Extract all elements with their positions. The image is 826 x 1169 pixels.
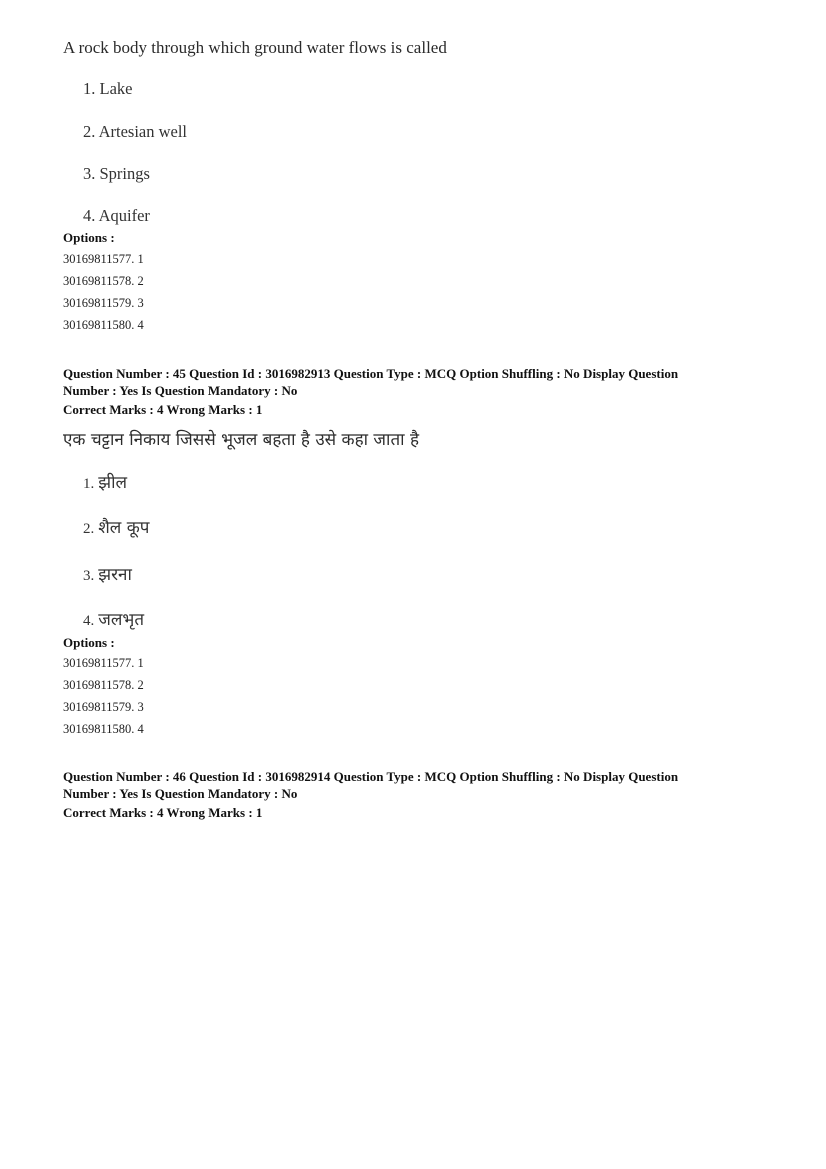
q45-marks: Correct Marks : 4 Wrong Marks : 1 bbox=[63, 402, 263, 417]
q45-choice-1 bbox=[83, 470, 127, 493]
q46-marks: Correct Marks : 4 Wrong Marks : 1 bbox=[63, 805, 263, 820]
q45-choice-1-number: 1. bbox=[83, 476, 95, 492]
q45-option-id-3: 30169811579. 3 bbox=[63, 700, 144, 714]
q45-block bbox=[63, 365, 763, 740]
q46-meta bbox=[63, 768, 768, 821]
q44-option-id-2: 30169811578. 2 bbox=[63, 274, 144, 288]
q44-choice-3: 3. Springs bbox=[83, 164, 150, 183]
q44-option-id-4: 30169811580. 4 bbox=[63, 318, 144, 332]
q46-block bbox=[63, 768, 763, 828]
q44-option-id-3: 30169811579. 3 bbox=[63, 296, 144, 310]
q45-options-label: Options : bbox=[63, 635, 115, 650]
q45-meta bbox=[63, 365, 768, 418]
q45-choice-2 bbox=[83, 515, 149, 538]
q44-options-label: Options : bbox=[63, 230, 115, 245]
q46-meta-line-1: Question Number : 46 Question Id : 3016982914 Question Type : MCQ Option Shuffling : No Display Question bbox=[63, 769, 679, 784]
q45-question-text: एक चट्टान निकाय जिससे भूजल बहता है उसे कहा जाता है bbox=[63, 430, 419, 450]
q44-choice-1: 1. Lake bbox=[83, 79, 133, 98]
q44-question-text: A rock body through which ground water flows is called bbox=[63, 38, 447, 57]
q45-choice-1-text: झील bbox=[98, 473, 128, 493]
q44-choice-2: 2. Artesian well bbox=[83, 122, 188, 141]
q45-option-id-4: 30169811580. 4 bbox=[63, 722, 144, 736]
q45-meta-line-1: Question Number : 45 Question Id : 3016982913 Question Type : MCQ Option Shuffling : No Display Question bbox=[63, 366, 679, 381]
q44-block bbox=[63, 38, 763, 338]
q44-choice-4: 4. Aquifer bbox=[83, 206, 150, 225]
q45-choice-3-text: झरना bbox=[98, 565, 132, 585]
q45-choice-4 bbox=[83, 607, 144, 630]
q44-option-id-1: 30169811577. 1 bbox=[63, 252, 144, 266]
q45-meta-line-2: Number : Yes Is Question Mandatory : No bbox=[63, 383, 298, 398]
q45-choice-2-text: शैल कूप bbox=[98, 518, 150, 538]
q45-choice-4-number: 4. bbox=[83, 613, 95, 629]
q46-meta-line-2: Number : Yes Is Question Mandatory : No bbox=[63, 786, 298, 801]
q45-choice-4-text: जलभृत bbox=[98, 610, 145, 630]
q45-choice-3 bbox=[83, 562, 132, 585]
q45-choice-3-number: 3. bbox=[83, 568, 95, 584]
q45-option-id-2: 30169811578. 2 bbox=[63, 678, 144, 692]
q45-choice-2-number: 2. bbox=[83, 521, 95, 537]
q45-option-id-1: 30169811577. 1 bbox=[63, 656, 144, 670]
